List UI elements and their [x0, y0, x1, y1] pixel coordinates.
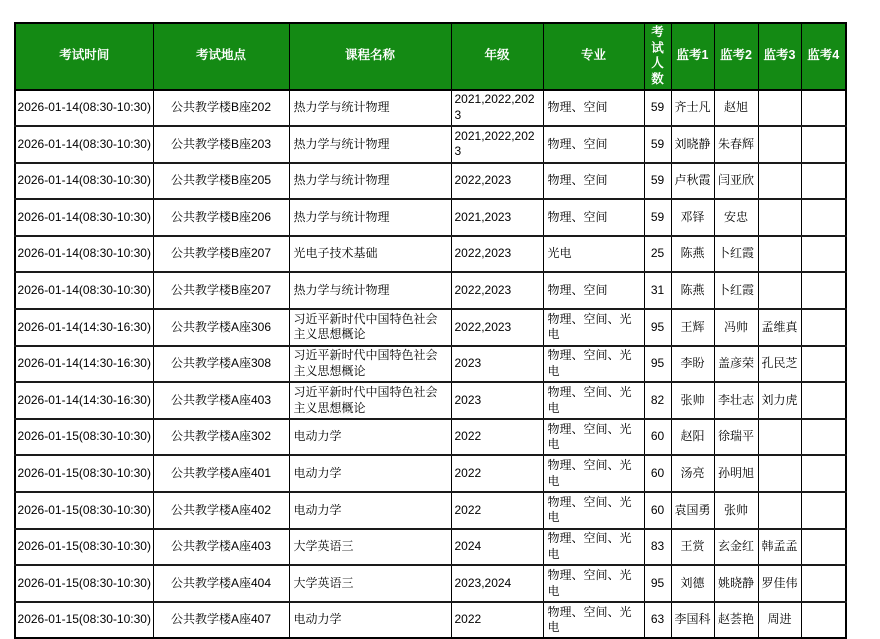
- table-row: [15, 199, 846, 236]
- cell-exam-location: 公共教学楼B座207: [153, 272, 289, 309]
- cell-invigilator-3: [758, 199, 801, 236]
- cell-grade: 2022,2023: [451, 309, 543, 346]
- cell-student-count: 60: [644, 492, 671, 529]
- cell-major: 物理、空间、光电: [543, 419, 644, 456]
- cell-major: 物理、空间、光电: [543, 565, 644, 602]
- cell-exam-time: 2026-01-14(08:30-10:30): [15, 126, 153, 163]
- cell-exam-location: 公共教学楼B座203: [153, 126, 289, 163]
- cell-grade: 2022: [451, 455, 543, 492]
- cell-course-name: 热力学与统计物理: [289, 199, 451, 236]
- cell-invigilator-1: 邓铎: [671, 199, 714, 236]
- cell-exam-location: 公共教学楼B座206: [153, 199, 289, 236]
- cell-invigilator-2: 卜红霞: [714, 272, 758, 309]
- cell-course-name: 电动力学: [289, 455, 451, 492]
- cell-student-count: 60: [644, 455, 671, 492]
- table-row: [15, 272, 846, 309]
- cell-grade: 2021,2022,2023: [451, 90, 543, 127]
- cell-invigilator-3: 刘力虎: [758, 382, 801, 419]
- header-cell-invigilator-4: 监考4: [801, 23, 846, 90]
- cell-exam-location: 公共教学楼A座407: [153, 602, 289, 639]
- cell-course-name: 电动力学: [289, 602, 451, 639]
- cell-exam-location: 公共教学楼A座402: [153, 492, 289, 529]
- cell-course-name: 习近平新时代中国特色社会主义思想概论: [289, 309, 451, 346]
- header-cell-exam-time: 考试时间: [15, 23, 153, 90]
- cell-exam-time: 2026-01-15(08:30-10:30): [15, 529, 153, 566]
- cell-exam-location: 公共教学楼A座403: [153, 382, 289, 419]
- table-body: [15, 90, 846, 639]
- cell-exam-location: 公共教学楼A座306: [153, 309, 289, 346]
- cell-exam-time: 2026-01-15(08:30-10:30): [15, 455, 153, 492]
- cell-grade: 2022: [451, 602, 543, 639]
- cell-course-name: 热力学与统计物理: [289, 126, 451, 163]
- table-row: [15, 90, 846, 127]
- cell-student-count: 59: [644, 90, 671, 127]
- cell-invigilator-4: [801, 163, 846, 200]
- header-cell-exam-location: 考试地点: [153, 23, 289, 90]
- cell-invigilator-1: 刘德: [671, 565, 714, 602]
- cell-invigilator-1: 陈燕: [671, 272, 714, 309]
- cell-invigilator-2: 赵旭: [714, 90, 758, 127]
- cell-invigilator-1: 卢秋霞: [671, 163, 714, 200]
- table-row: [15, 529, 846, 566]
- cell-exam-time: 2026-01-14(08:30-10:30): [15, 236, 153, 273]
- cell-invigilator-4: [801, 455, 846, 492]
- header-cell-major: 专业: [543, 23, 644, 90]
- cell-grade: 2023,2024: [451, 565, 543, 602]
- cell-exam-location: 公共教学楼B座205: [153, 163, 289, 200]
- cell-course-name: 电动力学: [289, 492, 451, 529]
- cell-student-count: 59: [644, 199, 671, 236]
- cell-exam-location: 公共教学楼A座308: [153, 346, 289, 383]
- cell-invigilator-1: 刘晓静: [671, 126, 714, 163]
- header-cell-invigilator-1: 监考1: [671, 23, 714, 90]
- cell-major: 物理、空间、光电: [543, 346, 644, 383]
- cell-course-name: 大学英语三: [289, 529, 451, 566]
- cell-invigilator-2: 玄金红: [714, 529, 758, 566]
- cell-invigilator-1: 齐士凡: [671, 90, 714, 127]
- cell-course-name: 习近平新时代中国特色社会主义思想概论: [289, 346, 451, 383]
- cell-invigilator-3: 韩孟孟: [758, 529, 801, 566]
- header-cell-invigilator-2: 监考2: [714, 23, 758, 90]
- header-cell-invigilator-3: 监考3: [758, 23, 801, 90]
- cell-invigilator-1: 袁国勇: [671, 492, 714, 529]
- cell-invigilator-4: [801, 236, 846, 273]
- table-row: [15, 455, 846, 492]
- cell-course-name: 热力学与统计物理: [289, 163, 451, 200]
- header-row: [15, 23, 846, 90]
- cell-invigilator-2: 赵荟艳: [714, 602, 758, 639]
- table-row: [15, 126, 846, 163]
- cell-invigilator-4: [801, 419, 846, 456]
- cell-student-count: 59: [644, 163, 671, 200]
- table-row: [15, 492, 846, 529]
- cell-exam-time: 2026-01-14(14:30-16:30): [15, 346, 153, 383]
- table-row: [15, 236, 846, 273]
- cell-grade: 2022,2023: [451, 272, 543, 309]
- cell-exam-time: 2026-01-15(08:30-10:30): [15, 602, 153, 639]
- cell-exam-time: 2026-01-14(14:30-16:30): [15, 309, 153, 346]
- cell-invigilator-4: [801, 199, 846, 236]
- cell-invigilator-1: 王赏: [671, 529, 714, 566]
- cell-exam-location: 公共教学楼A座302: [153, 419, 289, 456]
- cell-invigilator-4: [801, 272, 846, 309]
- cell-invigilator-4: [801, 602, 846, 639]
- cell-invigilator-1: 王辉: [671, 309, 714, 346]
- table-row: [15, 163, 846, 200]
- cell-grade: 2021,2023: [451, 199, 543, 236]
- cell-invigilator-2: 孙明旭: [714, 455, 758, 492]
- cell-exam-time: 2026-01-15(08:30-10:30): [15, 419, 153, 456]
- cell-invigilator-2: 盖彦荣: [714, 346, 758, 383]
- cell-invigilator-4: [801, 126, 846, 163]
- cell-major: 光电: [543, 236, 644, 273]
- cell-major: 物理、空间: [543, 199, 644, 236]
- cell-invigilator-1: 汤亮: [671, 455, 714, 492]
- cell-invigilator-2: 徐瑞平: [714, 419, 758, 456]
- cell-major: 物理、空间、光电: [543, 492, 644, 529]
- cell-grade: 2021,2022,2023: [451, 126, 543, 163]
- cell-invigilator-1: 李盼: [671, 346, 714, 383]
- cell-invigilator-3: [758, 163, 801, 200]
- cell-invigilator-4: [801, 90, 846, 127]
- table-row: [15, 309, 846, 346]
- cell-invigilator-4: [801, 565, 846, 602]
- cell-invigilator-4: [801, 382, 846, 419]
- cell-invigilator-2: 姚晓静: [714, 565, 758, 602]
- cell-invigilator-2: 安忠: [714, 199, 758, 236]
- cell-major: 物理、空间、光电: [543, 602, 644, 639]
- cell-invigilator-1: 张帅: [671, 382, 714, 419]
- cell-invigilator-3: 孔民芝: [758, 346, 801, 383]
- cell-invigilator-1: 赵阳: [671, 419, 714, 456]
- cell-grade: 2023: [451, 382, 543, 419]
- cell-student-count: 59: [644, 126, 671, 163]
- cell-exam-location: 公共教学楼A座401: [153, 455, 289, 492]
- table-row: [15, 565, 846, 602]
- cell-invigilator-4: [801, 529, 846, 566]
- cell-course-name: 电动力学: [289, 419, 451, 456]
- cell-invigilator-3: [758, 492, 801, 529]
- cell-invigilator-3: [758, 126, 801, 163]
- cell-student-count: 83: [644, 529, 671, 566]
- cell-exam-time: 2026-01-14(08:30-10:30): [15, 163, 153, 200]
- cell-invigilator-3: [758, 236, 801, 273]
- cell-invigilator-3: [758, 455, 801, 492]
- cell-invigilator-2: 冯帅: [714, 309, 758, 346]
- cell-invigilator-3: [758, 90, 801, 127]
- cell-exam-time: 2026-01-14(14:30-16:30): [15, 382, 153, 419]
- cell-major: 物理、空间、光电: [543, 529, 644, 566]
- cell-invigilator-3: 罗佳伟: [758, 565, 801, 602]
- cell-student-count: 31: [644, 272, 671, 309]
- cell-invigilator-2: 李壮志: [714, 382, 758, 419]
- cell-student-count: 95: [644, 565, 671, 602]
- cell-student-count: 95: [644, 309, 671, 346]
- cell-exam-time: 2026-01-15(08:30-10:30): [15, 565, 153, 602]
- cell-major: 物理、空间、光电: [543, 455, 644, 492]
- table-row: [15, 346, 846, 383]
- table-header: [15, 23, 846, 90]
- cell-major: 物理、空间、光电: [543, 382, 644, 419]
- cell-major: 物理、空间: [543, 126, 644, 163]
- cell-exam-location: 公共教学楼A座403: [153, 529, 289, 566]
- cell-major: 物理、空间: [543, 163, 644, 200]
- cell-invigilator-3: 周进: [758, 602, 801, 639]
- table-row: [15, 382, 846, 419]
- cell-exam-time: 2026-01-14(08:30-10:30): [15, 90, 153, 127]
- cell-major: 物理、空间: [543, 272, 644, 309]
- cell-invigilator-1: 李国科: [671, 602, 714, 639]
- cell-student-count: 95: [644, 346, 671, 383]
- cell-invigilator-2: 卜红霞: [714, 236, 758, 273]
- header-cell-course-name: 课程名称: [289, 23, 451, 90]
- cell-major: 物理、空间: [543, 90, 644, 127]
- cell-invigilator-4: [801, 309, 846, 346]
- exam-schedule-table: [14, 22, 847, 639]
- cell-exam-location: 公共教学楼A座404: [153, 565, 289, 602]
- cell-invigilator-3: [758, 272, 801, 309]
- cell-student-count: 60: [644, 419, 671, 456]
- cell-exam-location: 公共教学楼B座202: [153, 90, 289, 127]
- cell-grade: 2023: [451, 346, 543, 383]
- cell-invigilator-2: 朱春辉: [714, 126, 758, 163]
- cell-course-name: 光电子技术基础: [289, 236, 451, 273]
- table-row: [15, 602, 846, 639]
- cell-student-count: 63: [644, 602, 671, 639]
- cell-invigilator-1: 陈燕: [671, 236, 714, 273]
- cell-course-name: 热力学与统计物理: [289, 90, 451, 127]
- exam-schedule-sheet: [14, 22, 847, 639]
- cell-student-count: 82: [644, 382, 671, 419]
- cell-grade: 2022,2023: [451, 236, 543, 273]
- cell-grade: 2022: [451, 419, 543, 456]
- cell-invigilator-4: [801, 492, 846, 529]
- cell-exam-location: 公共教学楼B座207: [153, 236, 289, 273]
- cell-grade: 2022: [451, 492, 543, 529]
- cell-grade: 2022,2023: [451, 163, 543, 200]
- cell-course-name: 大学英语三: [289, 565, 451, 602]
- cell-course-name: 热力学与统计物理: [289, 272, 451, 309]
- cell-invigilator-4: [801, 346, 846, 383]
- table-row: [15, 419, 846, 456]
- cell-invigilator-2: 张帅: [714, 492, 758, 529]
- cell-major: 物理、空间、光电: [543, 309, 644, 346]
- cell-invigilator-2: 闫亚欣: [714, 163, 758, 200]
- cell-course-name: 习近平新时代中国特色社会主义思想概论: [289, 382, 451, 419]
- cell-grade: 2024: [451, 529, 543, 566]
- header-cell-student-count: 考试人数: [644, 23, 671, 90]
- cell-invigilator-3: [758, 419, 801, 456]
- cell-exam-time: 2026-01-15(08:30-10:30): [15, 492, 153, 529]
- cell-student-count: 25: [644, 236, 671, 273]
- cell-exam-time: 2026-01-14(08:30-10:30): [15, 272, 153, 309]
- header-cell-grade: 年级: [451, 23, 543, 90]
- cell-invigilator-3: 孟维真: [758, 309, 801, 346]
- cell-exam-time: 2026-01-14(08:30-10:30): [15, 199, 153, 236]
